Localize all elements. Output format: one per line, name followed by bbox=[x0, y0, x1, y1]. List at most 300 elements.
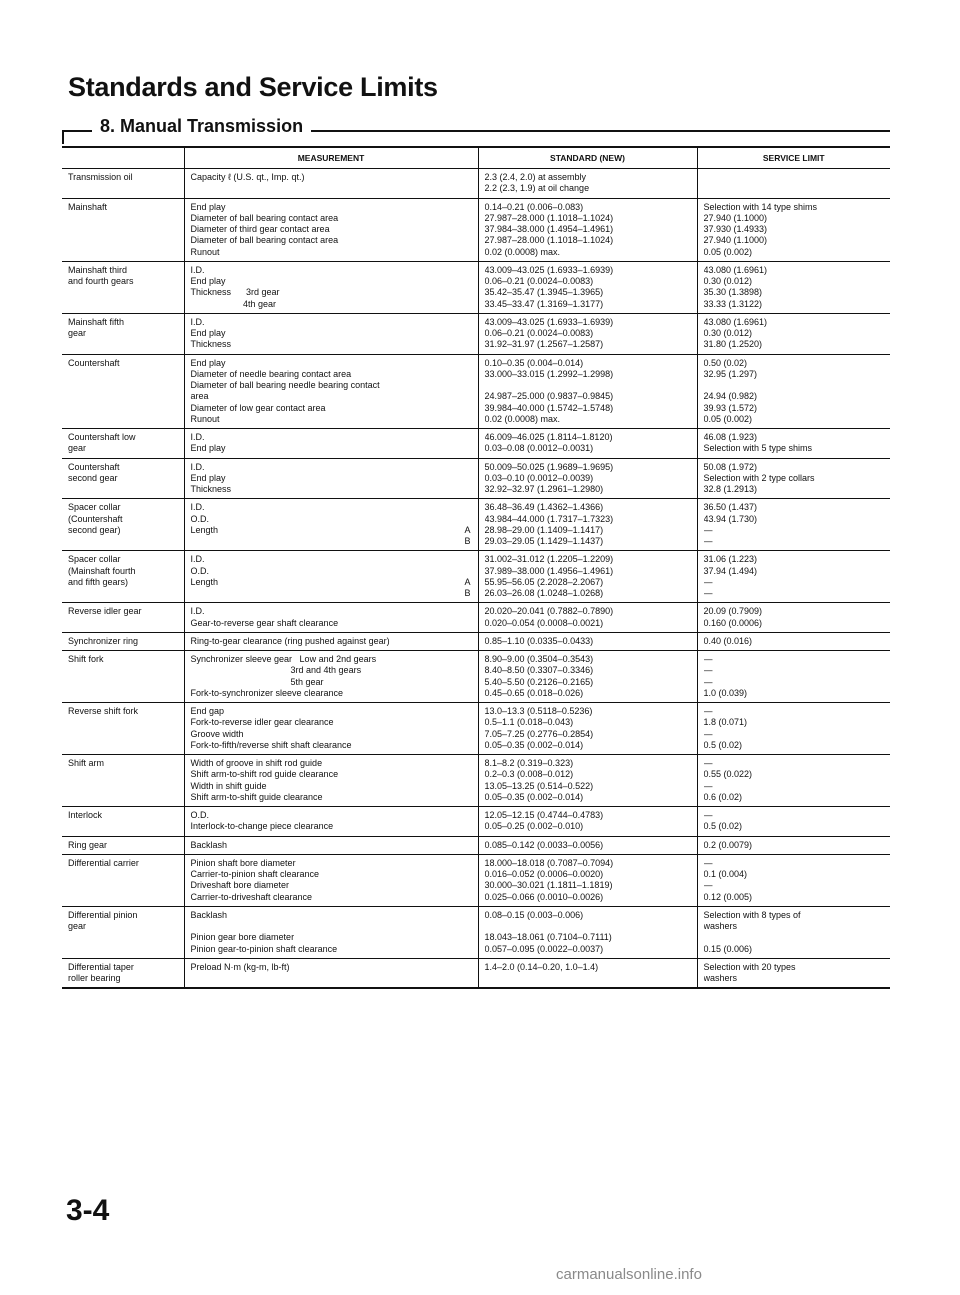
service-limit-value: 0.55 (0.022) bbox=[703, 769, 753, 780]
measurement-text: Groove width bbox=[190, 728, 244, 739]
service-limit-value: 0.160 (0.0006) bbox=[703, 617, 763, 628]
measurement-subscript bbox=[471, 932, 473, 943]
measurement-line bbox=[191, 758, 473, 769]
measurement-cell bbox=[184, 354, 478, 429]
item-cell bbox=[62, 906, 184, 958]
measurement-line bbox=[191, 358, 473, 369]
measurement-text: O.D. bbox=[190, 513, 210, 524]
item-line: Countershaft bbox=[68, 461, 120, 472]
measurement-text: Pinion gear-to-pinion shaft clearance bbox=[190, 943, 338, 954]
table-row bbox=[62, 958, 890, 988]
measurement-line bbox=[191, 235, 473, 246]
standard-cell bbox=[478, 499, 697, 551]
measurement-line bbox=[191, 892, 473, 903]
measurement-subscript: A bbox=[464, 576, 471, 587]
service-limit-value: 27.940 (1.1000) bbox=[703, 212, 768, 223]
standard-value: 33.000–33.015 (1.2992–1.2998) bbox=[484, 368, 614, 379]
measurement-line bbox=[191, 962, 473, 973]
spec-table-body bbox=[62, 169, 890, 989]
item-line: and fourth gears bbox=[68, 276, 134, 286]
item-line: Mainshaft third bbox=[68, 264, 128, 275]
measurement-line bbox=[191, 880, 473, 891]
service-limit-value: 46.08 (1.923) bbox=[703, 432, 758, 442]
measurement-line bbox=[191, 224, 473, 235]
measurement-subscript bbox=[471, 213, 473, 224]
measurement-text: Shift arm-to-shift rod guide clearance bbox=[190, 769, 339, 780]
service-limit-cell bbox=[697, 651, 890, 703]
service-limit-cell bbox=[697, 958, 890, 988]
standard-value: 2.2 (2.3, 1.9) at oil change bbox=[484, 183, 590, 194]
service-limit-cell bbox=[697, 313, 890, 354]
service-limit-value: 43.080 (1.6961) bbox=[703, 264, 768, 275]
standard-value: 35.42–35.47 (1.3945–1.3965) bbox=[484, 287, 604, 298]
header-item bbox=[62, 147, 184, 169]
measurement-line bbox=[191, 339, 473, 350]
page-title: Standards and Service Limits bbox=[68, 72, 438, 102]
measurement-text: End play bbox=[190, 328, 226, 338]
measurement-line bbox=[191, 265, 473, 276]
measurement-subscript: A bbox=[464, 524, 471, 535]
item-line: second gear bbox=[68, 472, 118, 483]
standard-value: 0.14–0.21 (0.006–0.083) bbox=[484, 201, 584, 212]
measurement-subscript bbox=[471, 414, 473, 425]
item-line: Spacer collar bbox=[68, 554, 121, 565]
measurement-text: I.D. bbox=[190, 432, 205, 442]
standard-value: 0.085–0.142 (0.0033–0.0056) bbox=[484, 839, 604, 850]
measurement-cell bbox=[184, 551, 478, 603]
service-limit-value bbox=[704, 172, 886, 183]
measurement-line bbox=[191, 769, 473, 780]
measurement-subscript bbox=[471, 688, 473, 699]
measurement-cell bbox=[184, 807, 478, 837]
standard-value: 0.05–0.35 (0.002–0.014) bbox=[484, 791, 584, 802]
service-limit-value: 0.5 (0.02) bbox=[703, 821, 743, 832]
measurement-subscript bbox=[471, 554, 473, 565]
item-cell bbox=[62, 651, 184, 703]
standard-cell bbox=[478, 313, 697, 354]
measurement-cell bbox=[184, 651, 478, 703]
measurement-subscript bbox=[471, 247, 473, 258]
measurement-text: I.D. bbox=[190, 316, 205, 327]
measurement-text: 4th gear bbox=[190, 298, 277, 309]
measurement-subscript bbox=[471, 892, 473, 903]
measurement-text: End play bbox=[190, 201, 226, 212]
measurement-subscript bbox=[471, 235, 473, 246]
service-limit-value: 43.080 (1.6961) bbox=[703, 316, 768, 327]
spec-table-header-row bbox=[62, 147, 890, 169]
standard-value: 2.3 (2.4, 2.0) at assembly bbox=[484, 172, 587, 182]
item-cell bbox=[62, 261, 184, 313]
item-cell bbox=[62, 198, 184, 261]
measurement-text: Length bbox=[190, 576, 219, 587]
service-limit-cell bbox=[697, 499, 890, 551]
service-limit-value: 0.6 (0.02) bbox=[703, 791, 743, 802]
standard-value: 37.989–38.000 (1.4956–1.4961) bbox=[484, 565, 614, 576]
measurement-line bbox=[191, 380, 473, 391]
standard-value: 0.02 (0.0008) max. bbox=[484, 246, 561, 257]
no-limit-dash: — bbox=[703, 780, 713, 791]
no-limit-dash: — bbox=[703, 728, 713, 739]
service-limit-value: 36.50 (1.437) bbox=[703, 502, 758, 513]
item-cell bbox=[62, 499, 184, 551]
measurement-text: End play bbox=[190, 443, 226, 454]
measurement-subscript bbox=[471, 665, 473, 676]
item-cell bbox=[62, 169, 184, 199]
measurement-line bbox=[191, 840, 473, 851]
item-line: Differential taper bbox=[68, 961, 134, 972]
measurement-subscript bbox=[471, 858, 473, 869]
item-cell bbox=[62, 354, 184, 429]
standard-value: 50.009–50.025 (1.9689–1.9695) bbox=[484, 461, 614, 472]
item-cell bbox=[62, 807, 184, 837]
standard-value: 8.1–8.2 (0.319–0.323) bbox=[484, 758, 574, 768]
measurement-cell bbox=[184, 854, 478, 906]
service-limit-value: 0.12 (0.005) bbox=[703, 891, 753, 902]
standard-cell bbox=[478, 354, 697, 429]
measurement-line bbox=[191, 462, 473, 473]
no-limit-dash: — bbox=[703, 706, 713, 716]
section-title: 8. Manual Transmission bbox=[92, 116, 311, 137]
service-limit-value: washers bbox=[703, 973, 738, 983]
standard-value: 32.92–32.97 (1.2961–1.2980) bbox=[484, 484, 604, 494]
standard-value: 36.48–36.49 (1.4362–1.4366) bbox=[484, 502, 604, 513]
service-limit-value bbox=[704, 932, 886, 943]
standard-value: 55.95–56.05 (2.2028–2.2067) bbox=[484, 576, 604, 587]
spec-table bbox=[62, 146, 890, 989]
service-limit-value: 0.40 (0.016) bbox=[703, 635, 753, 646]
measurement-line bbox=[191, 554, 473, 565]
item-line: Mainshaft fifth bbox=[68, 316, 125, 327]
table-row bbox=[62, 836, 890, 854]
measurement-text: End play bbox=[190, 357, 226, 368]
measurement-text: Diameter of ball bearing contact area bbox=[190, 212, 339, 223]
standard-cell bbox=[478, 198, 697, 261]
table-row bbox=[62, 169, 890, 199]
measurement-text: End play bbox=[190, 276, 226, 286]
measurement-text: I.D. bbox=[190, 606, 205, 617]
measurement-line bbox=[191, 688, 473, 699]
item-cell bbox=[62, 458, 184, 499]
service-limit-value: 37.94 (1.494) bbox=[703, 565, 758, 576]
standard-cell bbox=[478, 429, 697, 459]
standard-value: 33.45–33.47 (1.3169–1.3177) bbox=[484, 298, 604, 309]
measurement-text: 5th gear bbox=[190, 676, 324, 687]
no-limit-dash: — bbox=[703, 676, 713, 687]
standard-cell bbox=[478, 651, 697, 703]
standard-value: 27.987–28.000 (1.1018–1.1024) bbox=[484, 212, 614, 223]
measurement-line bbox=[191, 717, 473, 728]
measurement-line bbox=[191, 910, 473, 921]
measurement-line bbox=[191, 781, 473, 792]
standard-value: 39.984–40.000 (1.5742–1.5748) bbox=[484, 402, 614, 413]
measurement-line bbox=[191, 921, 473, 932]
service-limit-value: Selection with 5 type shims bbox=[703, 443, 813, 454]
standard-value: 12.05–12.15 (0.4744–0.4783) bbox=[484, 810, 604, 820]
item-cell bbox=[62, 958, 184, 988]
no-limit-dash: — bbox=[703, 576, 713, 587]
measurement-text: Diameter of needle bearing contact area bbox=[190, 368, 352, 379]
measurement-line bbox=[191, 944, 473, 955]
standard-value: 37.984–38.000 (1.4954–1.4961) bbox=[484, 224, 614, 234]
measurement-line bbox=[191, 484, 473, 495]
no-limit-dash: — bbox=[703, 810, 713, 820]
measurement-text: I.D. bbox=[190, 554, 205, 565]
service-limit-value: Selection with 14 type shims bbox=[703, 201, 818, 212]
item-line: Countershaft low bbox=[68, 432, 136, 442]
measurement-subscript bbox=[471, 287, 473, 298]
measurement-line bbox=[191, 729, 473, 740]
standard-value: 0.2–0.3 (0.008–0.012) bbox=[484, 769, 574, 780]
service-limit-value: 1.0 (0.039) bbox=[703, 687, 748, 698]
standard-cell bbox=[478, 603, 697, 633]
measurement-subscript bbox=[471, 265, 473, 276]
measurement-line bbox=[191, 932, 473, 943]
measurement-subscript bbox=[471, 502, 473, 513]
measurement-line bbox=[191, 740, 473, 751]
measurement-subscript bbox=[471, 729, 473, 740]
measurement-text: Backlash bbox=[190, 839, 228, 850]
measurement-subscript bbox=[471, 473, 473, 484]
measurement-text: I.D. bbox=[190, 502, 205, 513]
service-limit-cell bbox=[697, 632, 890, 650]
item-line: Shift fork bbox=[68, 654, 104, 664]
service-limit-value: 32.95 (1.297) bbox=[703, 368, 758, 379]
no-limit-dash: — bbox=[703, 665, 713, 676]
table-row bbox=[62, 755, 890, 807]
measurement-text: I.D. bbox=[190, 461, 205, 472]
measurement-subscript bbox=[471, 328, 473, 339]
measurement-subscript bbox=[471, 339, 473, 350]
standard-value: 0.06–0.21 (0.0024–0.0083) bbox=[484, 328, 594, 338]
measurement-text: Runout bbox=[190, 246, 220, 257]
measurement-line bbox=[191, 317, 473, 328]
measurement-text: Fork-to-reverse idler gear clearance bbox=[190, 717, 334, 728]
standard-value: 5.40–5.50 (0.2126–0.2165) bbox=[484, 676, 594, 687]
standard-value: 31.002–31.012 (1.2205–1.2209) bbox=[484, 554, 614, 565]
standard-value: 26.03–26.08 (1.0248–1.0268) bbox=[484, 588, 604, 598]
standard-cell bbox=[478, 854, 697, 906]
service-limit-cell bbox=[697, 807, 890, 837]
standard-cell bbox=[478, 632, 697, 650]
standard-value: 28.98–29.00 (1.1409–1.1417) bbox=[484, 524, 604, 535]
table-row bbox=[62, 854, 890, 906]
standard-value: 7.05–7.25 (0.2776–0.2854) bbox=[484, 728, 594, 739]
section-rule-tick bbox=[62, 130, 64, 144]
measurement-text: Shift arm-to-shift guide clearance bbox=[190, 791, 323, 802]
measurement-text: Length bbox=[190, 524, 219, 535]
standard-value: 0.057–0.095 (0.0022–0.0037) bbox=[484, 943, 604, 954]
measurement-subscript bbox=[471, 202, 473, 213]
measurement-text: Thickness bbox=[190, 484, 232, 494]
item-line: Reverse idler gear bbox=[68, 606, 142, 617]
measurement-cell bbox=[184, 499, 478, 551]
item-cell bbox=[62, 603, 184, 633]
measurement-text: Pinion shaft bore diameter bbox=[190, 857, 296, 868]
standard-value: 8.40–8.50 (0.3307–0.3346) bbox=[484, 665, 594, 676]
measurement-text: Capacity ℓ (U.S. qt., Imp. qt.) bbox=[190, 172, 305, 182]
measurement-line bbox=[191, 577, 473, 588]
table-row bbox=[62, 313, 890, 354]
item-cell bbox=[62, 551, 184, 603]
measurement-subscript bbox=[471, 706, 473, 717]
measurement-text: Diameter of ball bearing contact area bbox=[190, 235, 339, 246]
no-limit-dash: — bbox=[703, 536, 713, 546]
measurement-subscript bbox=[471, 224, 473, 235]
standard-value: 43.009–43.025 (1.6933–1.6939) bbox=[484, 264, 614, 275]
standard-value: 0.05–0.35 (0.002–0.014) bbox=[484, 739, 584, 750]
standard-value: 0.85–1.10 (0.0335–0.0433) bbox=[484, 635, 594, 646]
measurement-cell bbox=[184, 755, 478, 807]
standard-cell bbox=[478, 458, 697, 499]
service-limit-value bbox=[704, 380, 886, 391]
no-limit-dash: — bbox=[703, 857, 713, 868]
service-limit-value: 31.06 (1.223) bbox=[703, 554, 758, 565]
table-row bbox=[62, 651, 890, 703]
standard-value: 8.90–9.00 (0.3504–0.3543) bbox=[484, 654, 594, 664]
service-limit-cell bbox=[697, 551, 890, 603]
measurement-cell bbox=[184, 603, 478, 633]
item-cell bbox=[62, 429, 184, 459]
measurement-subscript bbox=[471, 840, 473, 851]
measurement-text: Interlock-to-change piece clearance bbox=[190, 821, 334, 832]
item-cell bbox=[62, 703, 184, 755]
measurement-text: Diameter of third gear contact area bbox=[190, 224, 330, 234]
measurement-line bbox=[191, 858, 473, 869]
measurement-subscript bbox=[471, 403, 473, 414]
standard-value: 1.4–2.0 (0.14–0.20, 1.0–1.4) bbox=[484, 961, 599, 972]
service-limit-value: 43.94 (1.730) bbox=[703, 513, 758, 524]
measurement-line bbox=[191, 665, 473, 676]
table-row bbox=[62, 261, 890, 313]
measurement-cell bbox=[184, 958, 478, 988]
service-limit-value: 0.05 (0.002) bbox=[703, 413, 753, 424]
item-line: Transmission oil bbox=[68, 172, 133, 182]
measurement-subscript bbox=[471, 276, 473, 287]
standard-value: 0.016–0.052 (0.0006–0.0020) bbox=[484, 869, 604, 879]
standard-value: 20.020–20.041 (0.7882–0.7890) bbox=[484, 606, 614, 617]
item-line: and fifth gears) bbox=[68, 576, 129, 587]
table-row bbox=[62, 632, 890, 650]
service-limit-value: 32.8 (1.2913) bbox=[703, 484, 758, 494]
service-limit-cell bbox=[697, 906, 890, 958]
measurement-line bbox=[191, 869, 473, 880]
item-line: Spacer collar bbox=[68, 502, 121, 513]
standard-value: 30.000–30.021 (1.1811–1.1819) bbox=[484, 880, 613, 891]
service-limit-value: 0.15 (0.006) bbox=[703, 943, 753, 954]
standard-value: 29.03–29.05 (1.1429–1.1437) bbox=[484, 536, 604, 546]
section-rule-right bbox=[284, 130, 890, 132]
standard-value: 0.03–0.08 (0.0012–0.0031) bbox=[484, 443, 594, 454]
standard-cell bbox=[478, 755, 697, 807]
measurement-subscript bbox=[471, 910, 473, 921]
measurement-subscript bbox=[471, 717, 473, 728]
measurement-subscript: B bbox=[464, 588, 471, 598]
measurement-text: Thickness bbox=[190, 339, 232, 350]
standard-value: 0.02 (0.0008) max. bbox=[484, 413, 561, 424]
measurement-text: Carrier-to-driveshaft clearance bbox=[190, 891, 313, 902]
standard-cell bbox=[478, 169, 697, 199]
measurement-text: Ring-to-gear clearance (ring pushed against gear) bbox=[190, 635, 390, 646]
measurement-subscript bbox=[471, 869, 473, 880]
service-limit-value: 50.08 (1.972) bbox=[703, 461, 758, 472]
measurement-line bbox=[191, 792, 473, 803]
item-line: Differential carrier bbox=[68, 857, 139, 868]
measurement-line bbox=[191, 606, 473, 617]
standard-value: 0.45–0.65 (0.018–0.026) bbox=[484, 687, 584, 698]
item-cell bbox=[62, 632, 184, 650]
table-row bbox=[62, 906, 890, 958]
measurement-cell bbox=[184, 198, 478, 261]
service-limit-cell bbox=[697, 836, 890, 854]
service-limit-cell bbox=[697, 854, 890, 906]
table-row bbox=[62, 703, 890, 755]
standard-value: 43.984–44.000 (1.7317–1.7323) bbox=[484, 513, 614, 524]
measurement-subscript bbox=[471, 484, 473, 495]
service-limit-cell bbox=[697, 703, 890, 755]
measurement-line bbox=[191, 443, 473, 454]
item-line: Reverse shift fork bbox=[68, 706, 139, 716]
measurement-text: Thickness 3rd gear bbox=[190, 287, 280, 298]
service-limit-value: 0.30 (0.012) bbox=[703, 328, 753, 338]
measurement-cell bbox=[184, 906, 478, 958]
measurement-line bbox=[191, 287, 473, 298]
measurement-subscript bbox=[471, 443, 473, 454]
measurement-text: Backlash bbox=[190, 909, 228, 920]
measurement-subscript bbox=[471, 880, 473, 891]
measurement-text: Width in shift guide bbox=[190, 780, 267, 791]
measurement-line bbox=[191, 391, 473, 402]
no-limit-dash: — bbox=[703, 524, 713, 535]
item-cell bbox=[62, 313, 184, 354]
service-limit-value: 0.5 (0.02) bbox=[703, 739, 743, 750]
no-limit-dash: — bbox=[703, 588, 713, 598]
measurement-subscript bbox=[471, 677, 473, 688]
measurement-line bbox=[191, 588, 473, 599]
measurement-line bbox=[191, 247, 473, 258]
measurement-subscript bbox=[471, 654, 473, 665]
measurement-cell bbox=[184, 169, 478, 199]
service-limit-value: Selection with 20 types bbox=[703, 961, 796, 972]
item-cell bbox=[62, 854, 184, 906]
measurement-subscript bbox=[471, 740, 473, 751]
watermark: carmanualsonline.info bbox=[556, 1266, 702, 1283]
measurement-text: Fork-to-fifth/reverse shift shaft clearance bbox=[190, 739, 352, 750]
measurement-subscript bbox=[471, 636, 473, 647]
measurement-line bbox=[191, 618, 473, 629]
measurement-text: Synchronizer sleeve gear Low and 2nd gears bbox=[190, 654, 377, 664]
measurement-line bbox=[191, 525, 473, 536]
measurement-subscript bbox=[471, 606, 473, 617]
header-service-limit: SERVICE LIMIT bbox=[697, 147, 890, 169]
service-limit-value: 0.50 (0.02) bbox=[703, 357, 748, 368]
no-limit-dash: — bbox=[703, 758, 713, 768]
measurement-subscript bbox=[471, 462, 473, 473]
item-line: gear bbox=[68, 443, 87, 454]
standard-value: 0.08–0.15 (0.003–0.006) bbox=[484, 909, 584, 920]
measurement-text: area bbox=[190, 391, 209, 402]
service-limit-value: 0.2 (0.0079) bbox=[703, 839, 753, 850]
service-limit-value: 0.30 (0.012) bbox=[703, 276, 753, 286]
measurement-text: Width of groove in shift rod guide bbox=[190, 758, 323, 768]
measurement-line bbox=[191, 369, 473, 380]
item-line: Differential pinion bbox=[68, 909, 138, 920]
standard-value: 0.10–0.35 (0.004–0.014) bbox=[484, 357, 584, 368]
service-limit-cell bbox=[697, 429, 890, 459]
standard-value: 43.009–43.025 (1.6933–1.6939) bbox=[484, 316, 614, 327]
measurement-line bbox=[191, 202, 473, 213]
table-row bbox=[62, 198, 890, 261]
table-row bbox=[62, 429, 890, 459]
